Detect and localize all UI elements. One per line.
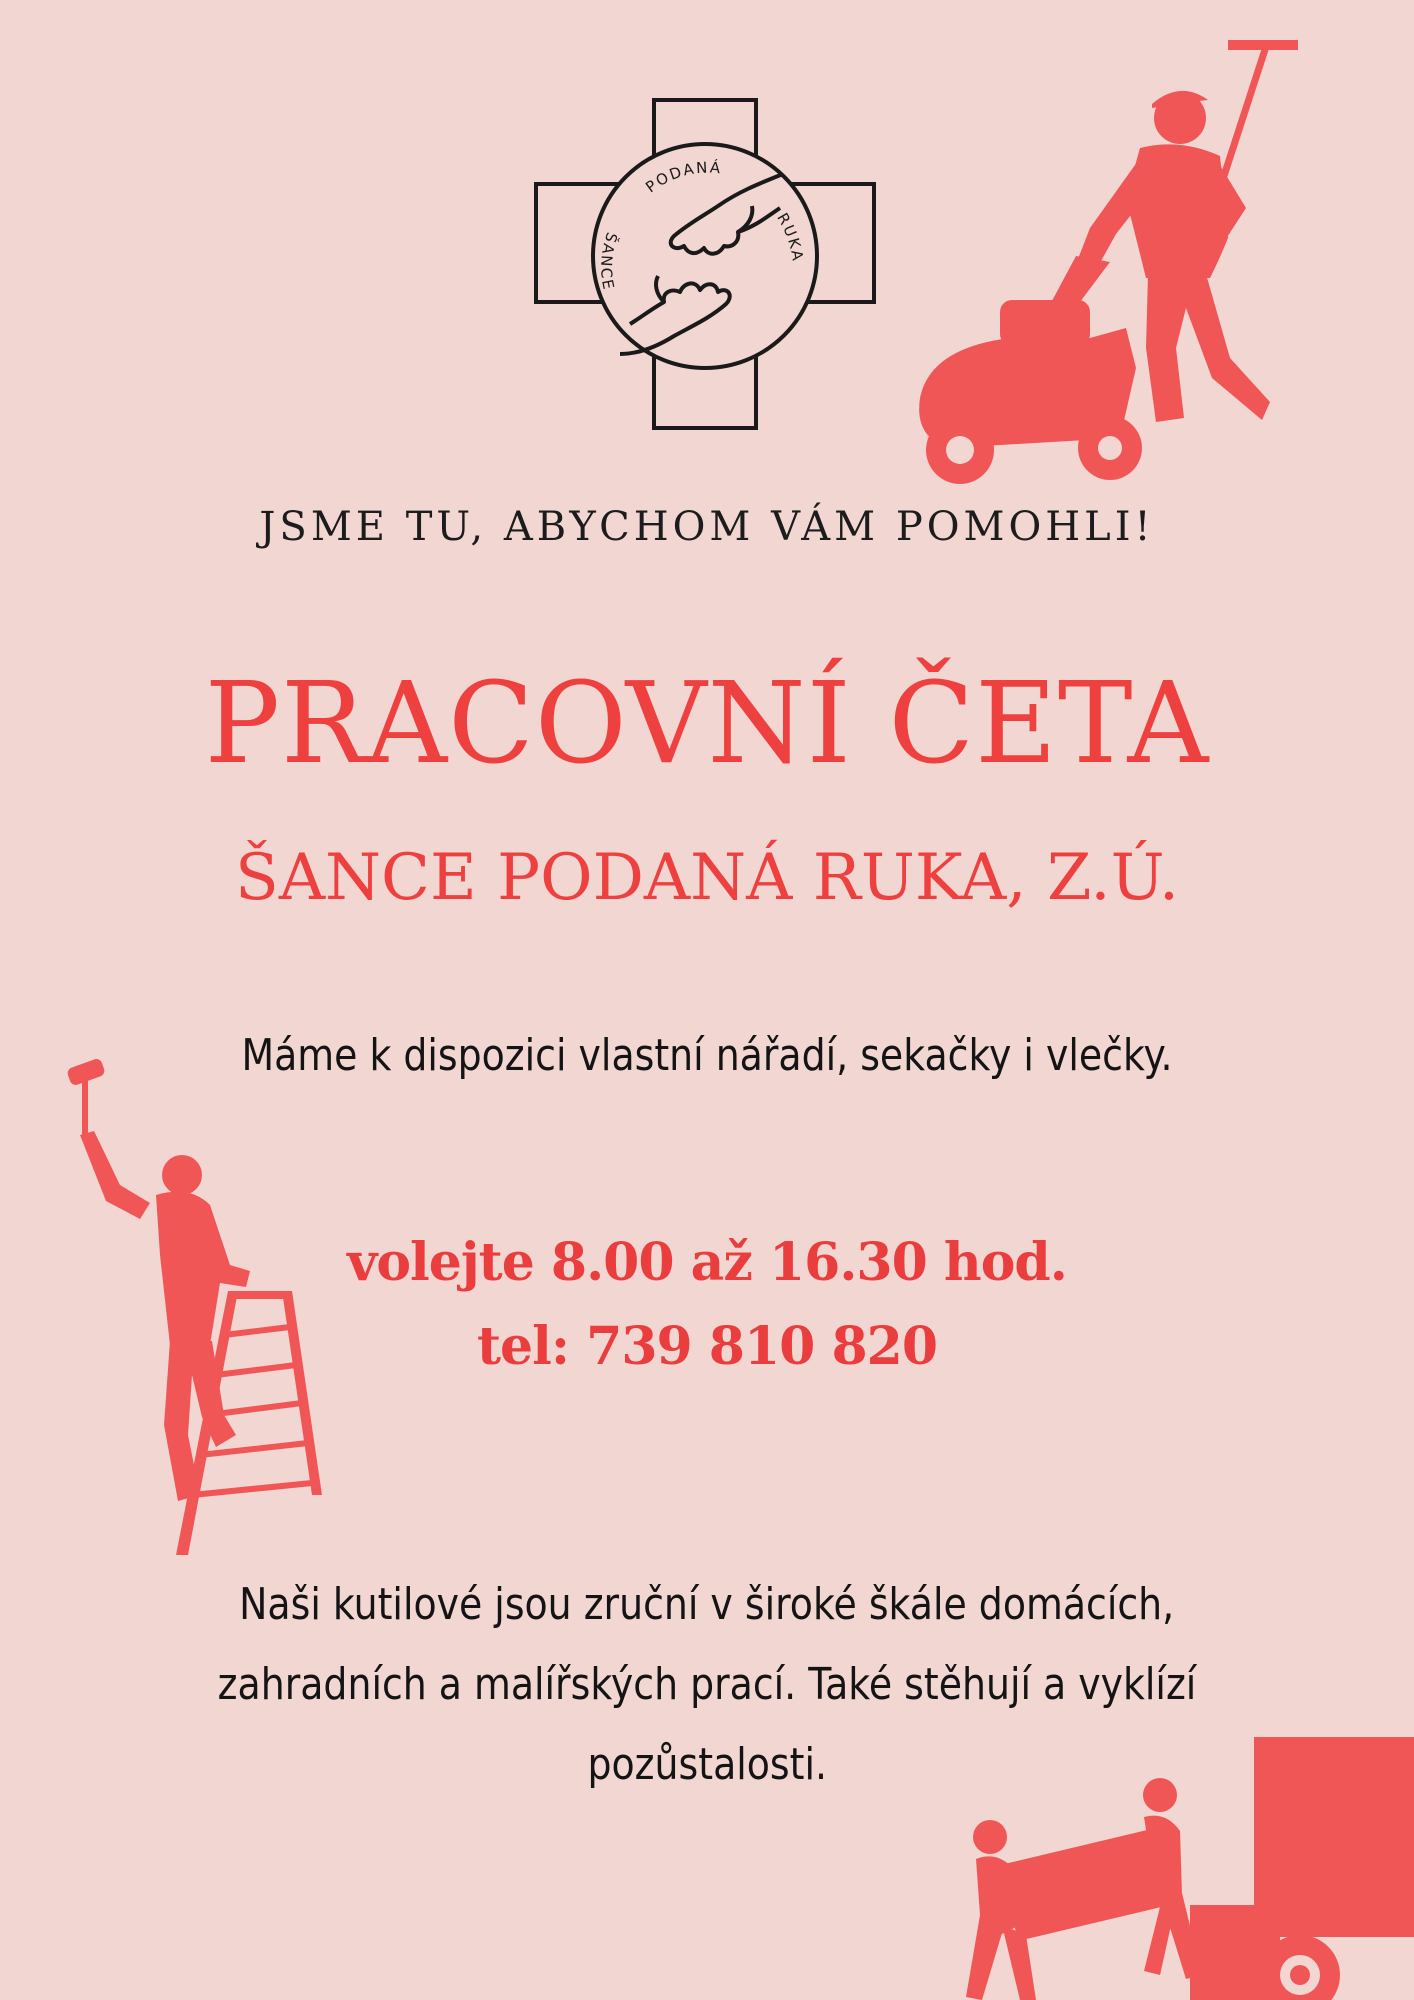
description xyxy=(110,1565,1304,1805)
description-line: pozůstalosti. xyxy=(587,1739,827,1790)
painter-on-ladder-icon xyxy=(60,1055,330,1555)
logo-arc-top: PODANÁ xyxy=(642,158,723,197)
description-line: zahradních a malířských prací. Také stěhují a vyklízí xyxy=(217,1659,1197,1710)
equipment-text: Máme k dispozici vlastní nářadí, sekačky i vlečky. xyxy=(241,1030,1173,1081)
logo-arc-right: RUKA xyxy=(773,209,807,264)
tagline: JSME TU, ABYCHOM VÁM POMOHLI! xyxy=(259,504,1155,550)
page-title: PRACOVNÍ ČETA xyxy=(204,659,1210,789)
organization-name: ŠANCE PODANÁ RUKA, Z.Ú. xyxy=(234,841,1180,915)
description-line: Naši kutilové jsou zruční v široké škále domácích, xyxy=(239,1579,1175,1630)
contact-phone[interactable]: tel: 739 810 820 xyxy=(477,1316,937,1377)
contact-hours: volejte 8.00 až 16.30 hod. xyxy=(347,1232,1067,1293)
lawn-mower-worker-icon xyxy=(890,38,1320,493)
cross-hands-logo-icon xyxy=(528,96,880,432)
logo-arc-left: ŠANCE xyxy=(597,230,621,293)
